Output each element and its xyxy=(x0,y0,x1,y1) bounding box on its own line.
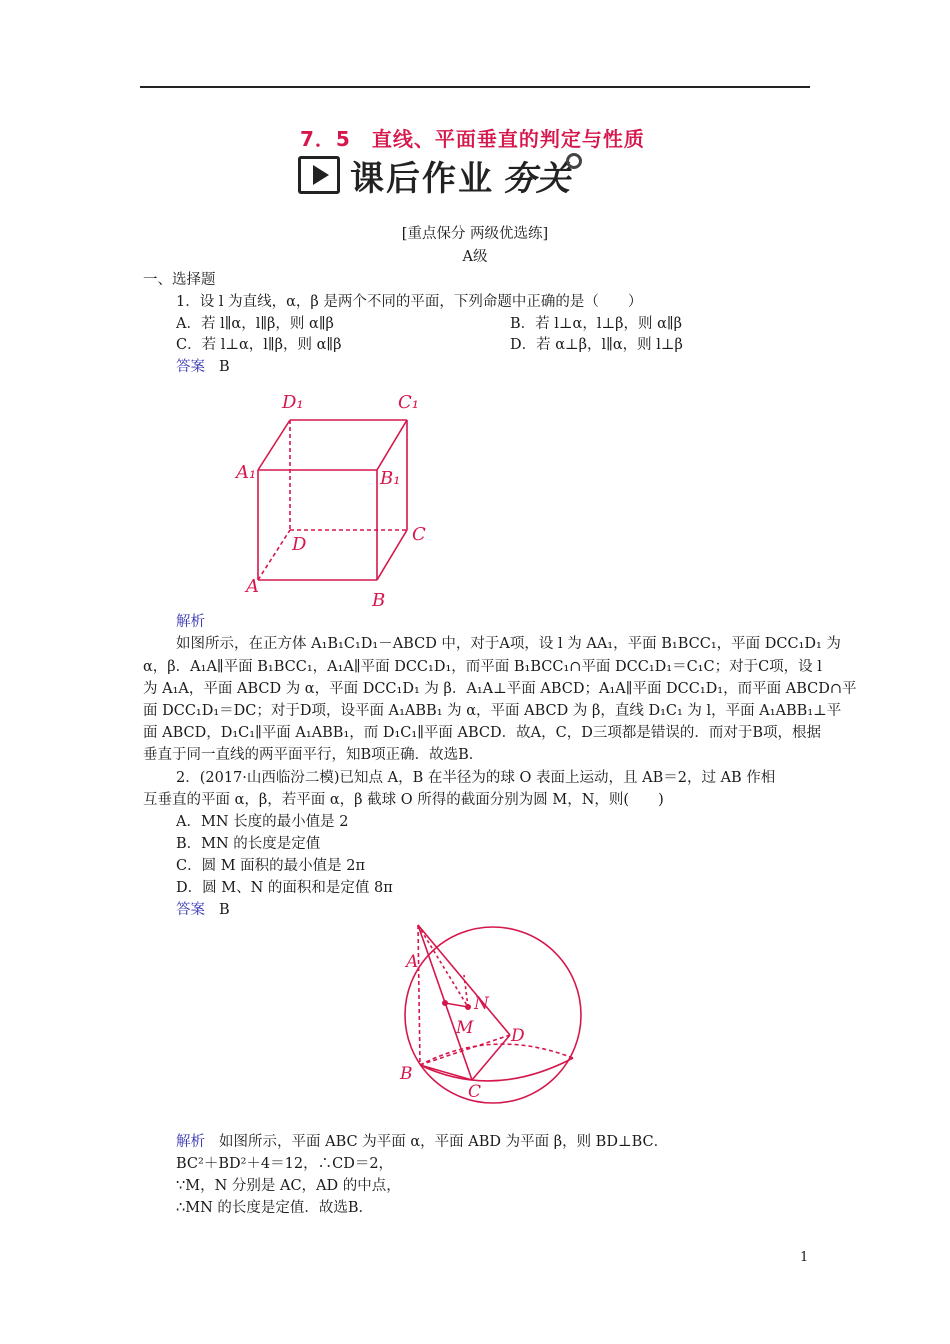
q2-stem: 2．(2017·山西临汾二模)已知点 A，B 在半径为的球 O 表面上运动，且 AB＝2，过 AB 作相 xyxy=(176,770,776,786)
label-b: B xyxy=(372,590,386,611)
q1-option-a: A．若 l∥α，l∥β，则 α∥β xyxy=(176,316,334,332)
q1-stem: 1．设 l 为直线，α，β 是两个不同的平面，下列命题中正确的是（ ） xyxy=(176,294,643,310)
q1-answer: 答案 B xyxy=(176,359,230,375)
label-n: N xyxy=(474,994,489,1014)
q2-answer: 答案 B xyxy=(176,902,230,918)
label-d: D xyxy=(511,1026,525,1046)
play-icon xyxy=(298,156,340,194)
section-heading: 一、选择题 xyxy=(143,272,216,288)
label-c: C xyxy=(412,524,426,545)
q2-option-c: C．圆 M 面积的最小值是 2π xyxy=(176,858,366,874)
homework-banner xyxy=(298,153,582,197)
q1-option-b: B．若 l⊥α，l⊥β，则 α∥β xyxy=(510,316,682,332)
q2-analysis-line: ∴MN 的长度是定值．故选B． xyxy=(176,1200,374,1216)
label-a: A xyxy=(246,576,259,597)
q1-analysis-line: 垂直于同一直线的两平面平行，知B项正确．故选B． xyxy=(143,747,484,763)
q2-option-d: D．圆 M、N 的面积和是定值 8π xyxy=(176,880,393,896)
q1-analysis-label: 解析 xyxy=(176,614,205,630)
q1-analysis-line: 面 DCC₁D₁＝DC；对于D项，设平面 A₁ABB₁ 为 α，平面 ABCD 为 β，直线 D₁C₁ 为 l，平面 A₁ABB₁⊥平 xyxy=(143,703,842,719)
level-heading: A级 xyxy=(462,249,488,265)
label-c1: C₁ xyxy=(398,392,419,413)
label-b1: B₁ xyxy=(380,468,401,489)
q1-analysis-line: 面 ABCD，D₁C₁∥平面 A₁ABB₁，而 D₁C₁∥平面 ABCD．故A，C，D三项都是错误的．而对于B项，根据 xyxy=(143,725,821,741)
sphere-figure xyxy=(380,915,605,1110)
q1-option-c: C．若 l⊥α，l∥β，则 α∥β xyxy=(176,337,342,353)
subtitle: [重点保分 两级优选练] xyxy=(401,226,549,242)
label-a1: A₁ xyxy=(236,462,257,483)
q2-stem: 互垂直的平面 α，β，若平面 α，β 截球 O 所得的截面分别为圆 M，N，则( ) xyxy=(143,792,664,808)
q1-option-d: D．若 α⊥β，l∥α，则 l⊥β xyxy=(510,337,683,353)
cube-figure xyxy=(230,378,440,613)
label-a: A xyxy=(406,952,419,972)
label-c: C xyxy=(468,1082,482,1102)
q2-analysis-line: ∵M，N 分别是 AC，AD 的中点， xyxy=(176,1178,401,1194)
page-number: 1 xyxy=(800,1250,809,1265)
q2-analysis-line: BC²＋BD²＋4＝12，∴CD＝2， xyxy=(176,1156,394,1172)
q1-analysis-line: α，β．A₁A∥平面 B₁BCC₁，A₁A∥平面 DCC₁D₁，而平面 B₁BCC₁∩平面 DCC₁D₁＝C₁C；对于C项，设 l xyxy=(143,659,822,675)
label-m: M xyxy=(456,1018,474,1038)
label-d1: D₁ xyxy=(282,392,304,413)
q2-analysis-first-line: 解析 如图所示，平面 ABC 为平面 α，平面 ABD 为平面 β，则 BD⊥BC． xyxy=(176,1134,669,1150)
q2-option-a: A．MN 长度的最小值是 2 xyxy=(176,814,349,830)
label-b: B xyxy=(400,1064,413,1084)
q1-analysis-line: 为 A₁A，平面 ABCD 为 α，平面 DCC₁D₁ 为 β．A₁A⊥平面 ABCD；A₁A∥平面 DCC₁D₁，而平面 ABCD∩平 xyxy=(143,681,857,697)
header-rule xyxy=(140,86,810,88)
q1-analysis-line: 如图所示，在正方体 A₁B₁C₁D₁－ABCD 中，对于A项，设 l 为 AA₁，平面 B₁BCC₁，平面 DCC₁D₁ 为 xyxy=(176,636,841,652)
section-title: 7．5 直线、平面垂直的判定与性质 xyxy=(300,127,645,151)
brand-logo: 夯关 xyxy=(502,158,570,199)
banner-text: 课后作业 xyxy=(350,158,494,199)
q2-option-b: B．MN 的长度是定值 xyxy=(176,836,321,852)
label-d: D xyxy=(292,534,307,555)
gear-icon xyxy=(566,153,582,169)
